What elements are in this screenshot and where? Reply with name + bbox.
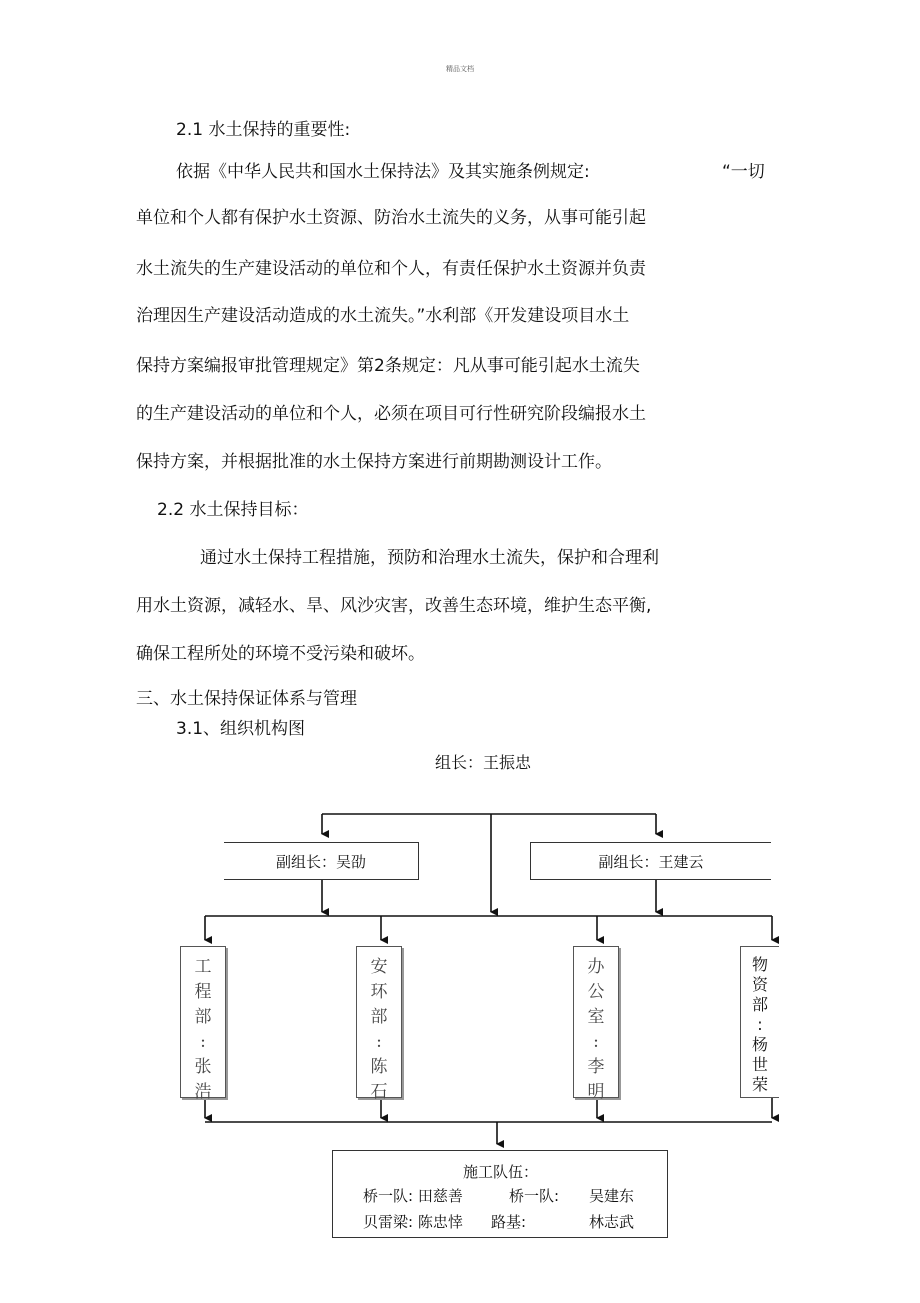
paragraph-line: 水土流失的生产建设活动的单位和个人，有责任保护水土资源并负责 xyxy=(136,259,646,279)
dept-char: : xyxy=(200,1032,206,1052)
department-office xyxy=(573,946,619,1102)
page-header: 精品文档 xyxy=(446,65,474,73)
paragraph-line: 保持方案，并根据批准的水土保持方案进行前期勘测设计工作。 xyxy=(136,452,612,472)
dept-char: : xyxy=(757,1015,763,1034)
section-2-2-heading: 2.2 水土保持目标： xyxy=(157,500,309,520)
paragraph-line: 保持方案编报审批管理规定》第2条规定：凡从事可能引起水土流失 xyxy=(136,356,640,376)
deputy-right-label: 副组长：王建云 xyxy=(598,852,704,871)
paragraph-line: 治理因生产建设活动造成的水土流失。”水利部《开发建设项目水土 xyxy=(136,306,630,326)
department-materials xyxy=(740,946,779,1098)
team-row-2-right: 林志武 xyxy=(589,1213,635,1231)
section-3-heading: 三、水土保持保证体系与管理 xyxy=(136,689,357,709)
teams-title: 施工队伍： xyxy=(463,1163,539,1181)
team-row-1-left: 桥一队: 田慈善 xyxy=(363,1187,463,1205)
dept-char: 资 xyxy=(751,975,768,994)
deputy-left-label: 副组长：吴劭 xyxy=(275,852,366,871)
dept-char: : xyxy=(376,1032,382,1052)
deputy-left-box xyxy=(224,842,419,880)
dept-char: 物 xyxy=(751,955,768,974)
dept-char: 世 xyxy=(751,1055,768,1074)
team-row-1-mid: 桥一队: xyxy=(509,1187,560,1205)
dept-char: : xyxy=(593,1032,599,1052)
dept-char: 李 xyxy=(587,1057,605,1077)
team-row-2-left: 贝雷梁: 陈忠悻 xyxy=(363,1213,463,1231)
team-row-1-right: 吴建东 xyxy=(589,1187,635,1205)
team-row-2-mid: 路基: xyxy=(491,1213,527,1231)
deputy-right-box xyxy=(530,842,771,880)
dept-char: 部 xyxy=(370,1007,388,1027)
paragraph-line: 通过水土保持工程措施，预防和治理水土流失，保护和合理利 xyxy=(200,548,659,568)
dept-char: 程 xyxy=(194,982,212,1002)
dept-char: 明 xyxy=(587,1082,605,1102)
dept-char: 环 xyxy=(370,982,388,1002)
paragraph-line: “一切 xyxy=(722,162,765,182)
paragraph-line: 用水土资源，减轻水、旱、风沙灾害，改善生态环境，维护生态平衡, xyxy=(136,596,652,616)
org-leader: 组长：王振忠 xyxy=(435,753,532,772)
section-3-1-heading: 3.1、组织机构图 xyxy=(176,719,306,739)
paragraph-line: 确保工程所处的环境不受污染和破坏。 xyxy=(136,644,425,664)
dept-char: 浩 xyxy=(194,1082,212,1102)
construction-teams-box xyxy=(332,1150,668,1238)
dept-char: 公 xyxy=(587,982,605,1002)
section-2-1-heading: 2.1 水土保持的重要性: xyxy=(176,120,351,140)
department-safety-environment xyxy=(356,946,402,1102)
dept-char: 张 xyxy=(194,1057,212,1077)
dept-char: 安 xyxy=(370,957,388,977)
dept-char: 室 xyxy=(587,1007,605,1027)
paragraph-line: 的生产建设活动的单位和个人，必须在项目可行性研究阶段编报水土 xyxy=(136,404,646,424)
paragraph-line: 单位和个人都有保护水土资源、防治水土流失的义务，从事可能引起 xyxy=(136,208,646,228)
dept-char: 部 xyxy=(751,995,768,1014)
department-engineering xyxy=(180,946,226,1102)
dept-char: 荣 xyxy=(751,1075,768,1094)
dept-char: 陈 xyxy=(370,1057,388,1077)
dept-char: 杨 xyxy=(751,1035,768,1054)
dept-char: 部 xyxy=(194,1007,212,1027)
dept-char: 办 xyxy=(587,957,605,977)
dept-char: 工 xyxy=(194,957,212,977)
dept-char: 石 xyxy=(370,1082,388,1102)
paragraph-line: 依据《中华人民共和国水土保持法》及其实施条例规定: xyxy=(176,162,590,182)
